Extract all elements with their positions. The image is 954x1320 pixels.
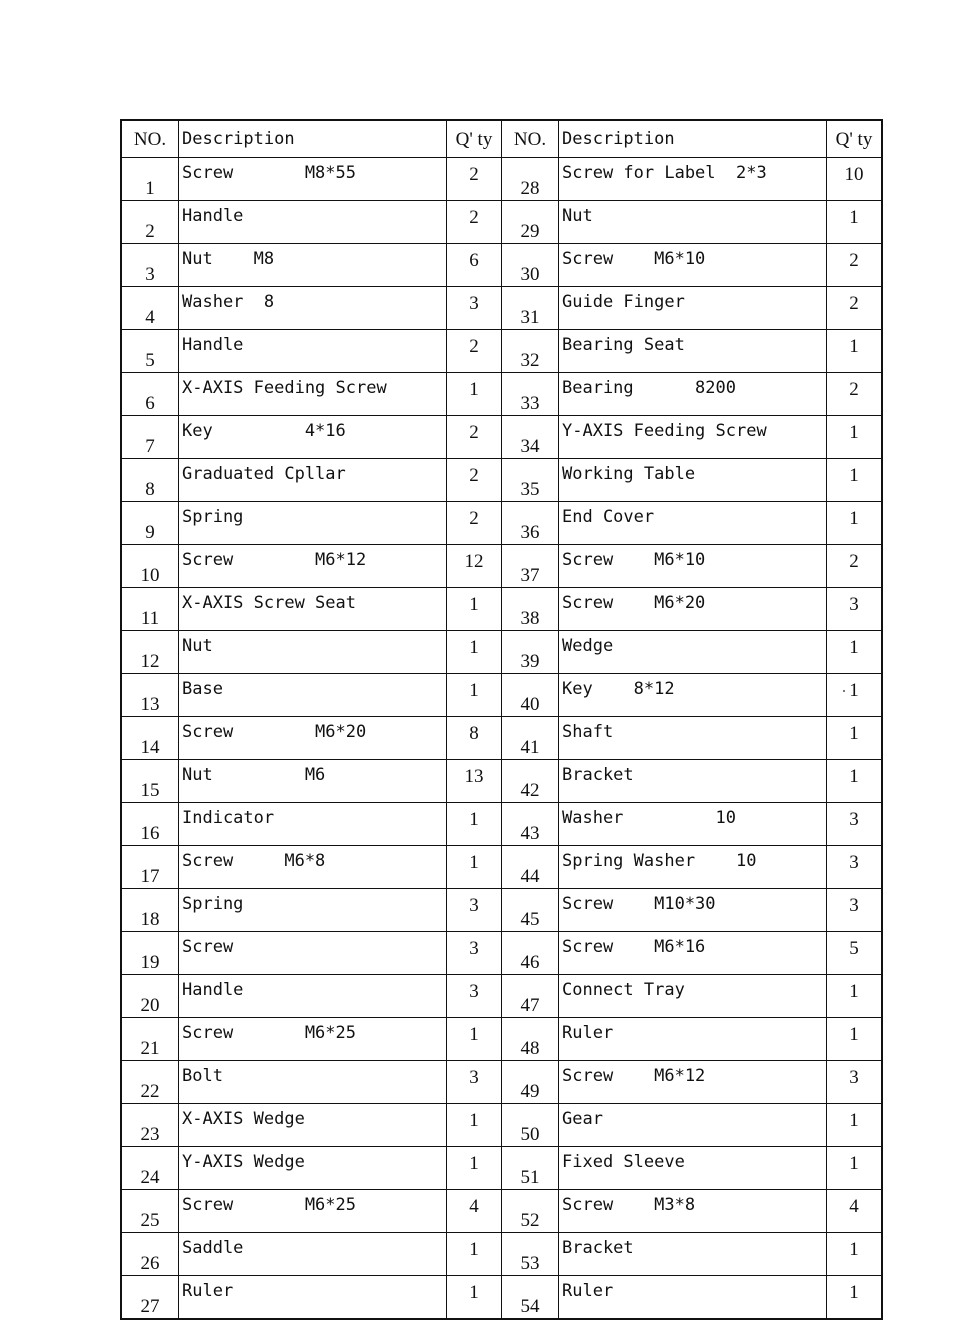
part-description-cell: Spring <box>179 502 447 545</box>
part-qty-cell: 1 <box>827 1018 883 1061</box>
part-description-cell: Screw <box>179 932 447 975</box>
part-qty-cell: 1 <box>827 717 883 760</box>
part-qty-cell: 1 <box>447 588 502 631</box>
part-qty-cell: 2 <box>827 287 883 330</box>
part-description-cell: Handle <box>179 201 447 244</box>
part-number-cell: 32 <box>502 330 559 373</box>
part-number-cell: 35 <box>502 459 559 502</box>
part-number-cell: 1 <box>121 158 179 201</box>
part-number-cell: 46 <box>502 932 559 975</box>
part-number-cell: 16 <box>121 803 179 846</box>
part-qty-cell: 3 <box>827 1061 883 1104</box>
part-qty-cell: 1 <box>827 1104 883 1147</box>
table-row <box>121 244 882 287</box>
part-qty-cell: 1 <box>447 846 502 889</box>
part-number-cell: 34 <box>502 416 559 459</box>
part-description-cell: Working Table <box>559 459 827 502</box>
part-qty-cell: 3 <box>447 1061 502 1104</box>
part-qty-cell: 2 <box>827 373 883 416</box>
part-number-cell: 47 <box>502 975 559 1018</box>
table-row <box>121 287 882 330</box>
part-qty-cell: 1 <box>447 1276 502 1320</box>
part-qty-cell: 2 <box>827 244 883 287</box>
part-number-cell: 26 <box>121 1233 179 1276</box>
part-qty-cell: 2 <box>827 545 883 588</box>
part-description-cell: Bracket <box>559 760 827 803</box>
part-description-cell: Screw M10*30 <box>559 889 827 932</box>
part-qty-cell: 10 <box>827 158 883 201</box>
part-description-cell: Screw M8*55 <box>179 158 447 201</box>
part-qty-cell: 1 <box>447 1233 502 1276</box>
part-qty-cell: 1 <box>827 631 883 674</box>
part-qty-cell: 1 <box>827 674 883 717</box>
part-qty-cell: 2 <box>447 502 502 545</box>
part-qty-cell: 1 <box>827 502 883 545</box>
part-qty-cell: 13 <box>447 760 502 803</box>
table-row <box>121 545 882 588</box>
part-description-cell: Key 4*16 <box>179 416 447 459</box>
part-description-cell: Gear <box>559 1104 827 1147</box>
table-row <box>121 201 882 244</box>
part-description-cell: Guide Finger <box>559 287 827 330</box>
part-number-cell: 27 <box>121 1276 179 1320</box>
part-qty-cell: 3 <box>827 803 883 846</box>
part-number-cell: 5 <box>121 330 179 373</box>
part-number-cell: 48 <box>502 1018 559 1061</box>
part-number-cell: 10 <box>121 545 179 588</box>
part-number-cell: 39 <box>502 631 559 674</box>
header-no-left: NO. <box>121 120 179 158</box>
part-number-cell: 38 <box>502 588 559 631</box>
part-qty-cell: 8 <box>447 717 502 760</box>
table-row <box>121 932 882 975</box>
part-description-cell: Screw M6*20 <box>559 588 827 631</box>
part-number-cell: 17 <box>121 846 179 889</box>
part-description-cell: Screw M6*16 <box>559 932 827 975</box>
part-number-cell: 14 <box>121 717 179 760</box>
part-description-cell: Washer 8 <box>179 287 447 330</box>
table-row <box>121 373 882 416</box>
table-row <box>121 717 882 760</box>
table-row <box>121 588 882 631</box>
part-number-cell: 25 <box>121 1190 179 1233</box>
part-number-cell: 51 <box>502 1147 559 1190</box>
part-number-cell: 52 <box>502 1190 559 1233</box>
part-number-cell: 28 <box>502 158 559 201</box>
part-description-cell: Spring Washer 10 <box>559 846 827 889</box>
part-description-cell: Washer 10 <box>559 803 827 846</box>
part-description-cell: Fixed Sleeve <box>559 1147 827 1190</box>
part-qty-cell: 4 <box>447 1190 502 1233</box>
part-number-cell: 13 <box>121 674 179 717</box>
part-description-cell: Bolt <box>179 1061 447 1104</box>
part-description-cell: X-AXIS Screw Seat <box>179 588 447 631</box>
part-description-cell: Screw M6*12 <box>179 545 447 588</box>
part-description-cell: Ruler <box>559 1018 827 1061</box>
part-qty-cell: 1 <box>447 631 502 674</box>
part-number-cell: 3 <box>121 244 179 287</box>
header-no-right: NO. <box>502 120 559 158</box>
part-qty-cell: 1 <box>447 1147 502 1190</box>
part-qty-cell: 6 <box>447 244 502 287</box>
part-number-cell: 37 <box>502 545 559 588</box>
part-qty-cell: 3 <box>827 889 883 932</box>
part-description-cell: Screw M6*12 <box>559 1061 827 1104</box>
part-qty-cell: 1 <box>447 674 502 717</box>
table-row <box>121 416 882 459</box>
part-description-cell: End Cover <box>559 502 827 545</box>
table-row <box>121 1147 882 1190</box>
table-row <box>121 1018 882 1061</box>
part-qty-cell: 2 <box>447 201 502 244</box>
table-row <box>121 459 882 502</box>
part-number-cell: 12 <box>121 631 179 674</box>
part-number-cell: 2 <box>121 201 179 244</box>
table-row <box>121 1104 882 1147</box>
part-number-cell: 23 <box>121 1104 179 1147</box>
part-number-cell: 50 <box>502 1104 559 1147</box>
header-qty-right: Q' ty <box>827 120 883 158</box>
part-number-cell: 6 <box>121 373 179 416</box>
header-description-right: Description <box>559 120 827 158</box>
part-number-cell: 24 <box>121 1147 179 1190</box>
table-header-row <box>121 120 882 158</box>
part-qty-cell: 3 <box>827 588 883 631</box>
part-qty-cell: 3 <box>447 889 502 932</box>
part-description-cell: Screw M3*8 <box>559 1190 827 1233</box>
part-number-cell: 40 <box>502 674 559 717</box>
part-qty-cell: 1 <box>827 201 883 244</box>
part-number-cell: 19 <box>121 932 179 975</box>
part-qty-cell: 4 <box>827 1190 883 1233</box>
part-qty-cell: 1 <box>827 1276 883 1320</box>
part-qty-cell: 1 <box>827 1233 883 1276</box>
part-qty-cell: 1 <box>827 760 883 803</box>
part-description-cell: Saddle <box>179 1233 447 1276</box>
part-description-cell: Screw M6*25 <box>179 1018 447 1061</box>
part-description-cell: Connect Tray <box>559 975 827 1018</box>
part-description-cell: X-AXIS Wedge <box>179 1104 447 1147</box>
part-qty-cell: 3 <box>447 932 502 975</box>
part-qty-cell: 5 <box>827 932 883 975</box>
part-description-cell: Handle <box>179 975 447 1018</box>
part-number-cell: 42 <box>502 760 559 803</box>
part-description-cell: Handle <box>179 330 447 373</box>
table-row <box>121 1276 882 1320</box>
part-description-cell: Screw M6*10 <box>559 244 827 287</box>
table-row <box>121 330 882 373</box>
part-description-cell: Bearing 8200 <box>559 373 827 416</box>
part-qty-cell: 12 <box>447 545 502 588</box>
table-row <box>121 803 882 846</box>
part-qty-cell: 3 <box>447 287 502 330</box>
part-number-cell: 11 <box>121 588 179 631</box>
table-row <box>121 1061 882 1104</box>
part-qty-cell: 3 <box>447 975 502 1018</box>
part-description-cell: Shaft <box>559 717 827 760</box>
part-number-cell: 43 <box>502 803 559 846</box>
part-description-cell: Y-AXIS Wedge <box>179 1147 447 1190</box>
part-description-cell: Screw M6*10 <box>559 545 827 588</box>
part-qty-cell: 1 <box>447 803 502 846</box>
part-qty-cell: 2 <box>447 158 502 201</box>
table-row <box>121 846 882 889</box>
part-number-cell: 49 <box>502 1061 559 1104</box>
table-row <box>121 760 882 803</box>
part-number-cell: 7 <box>121 416 179 459</box>
part-number-cell: 30 <box>502 244 559 287</box>
part-number-cell: 22 <box>121 1061 179 1104</box>
part-description-cell: Wedge <box>559 631 827 674</box>
part-description-cell: Nut <box>179 631 447 674</box>
part-number-cell: 21 <box>121 1018 179 1061</box>
part-number-cell: 33 <box>502 373 559 416</box>
part-qty-cell: 1 <box>447 1018 502 1061</box>
part-description-cell: Bracket <box>559 1233 827 1276</box>
part-qty-cell: 1 <box>447 373 502 416</box>
part-description-cell: Bearing Seat <box>559 330 827 373</box>
part-description-cell: Nut <box>559 201 827 244</box>
part-description-cell: Nut M6 <box>179 760 447 803</box>
part-qty-cell: 3 <box>827 846 883 889</box>
part-number-cell: 45 <box>502 889 559 932</box>
part-description-cell: Y-AXIS Feeding Screw <box>559 416 827 459</box>
part-qty-cell: 1 <box>447 1104 502 1147</box>
part-description-cell: Screw M6*20 <box>179 717 447 760</box>
part-description-cell: Screw M6*8 <box>179 846 447 889</box>
table-row <box>121 158 882 201</box>
part-description-cell: Screw M6*25 <box>179 1190 447 1233</box>
part-number-cell: 53 <box>502 1233 559 1276</box>
part-number-cell: 54 <box>502 1276 559 1320</box>
part-number-cell: 15 <box>121 760 179 803</box>
part-qty-cell: 1 <box>827 1147 883 1190</box>
parts-list-table <box>120 119 883 1320</box>
table-body <box>121 158 882 1320</box>
header-description-left: Description <box>179 120 447 158</box>
part-number-cell: 9 <box>121 502 179 545</box>
table-row <box>121 631 882 674</box>
table-row <box>121 1233 882 1276</box>
part-number-cell: 29 <box>502 201 559 244</box>
part-description-cell: Graduated Cpllar <box>179 459 447 502</box>
part-description-cell: Base <box>179 674 447 717</box>
table-row <box>121 975 882 1018</box>
part-number-cell: 36 <box>502 502 559 545</box>
scan-speck <box>843 690 845 692</box>
part-description-cell: Spring <box>179 889 447 932</box>
part-qty-cell: 1 <box>827 330 883 373</box>
part-qty-cell: 2 <box>447 416 502 459</box>
table-row <box>121 1190 882 1233</box>
part-qty-cell: 1 <box>827 975 883 1018</box>
table-row <box>121 502 882 545</box>
part-number-cell: 8 <box>121 459 179 502</box>
part-description-cell: Ruler <box>559 1276 827 1320</box>
part-qty-cell: 2 <box>447 459 502 502</box>
part-description-cell: Nut M8 <box>179 244 447 287</box>
part-number-cell: 41 <box>502 717 559 760</box>
table-row <box>121 674 882 717</box>
part-number-cell: 18 <box>121 889 179 932</box>
part-number-cell: 31 <box>502 287 559 330</box>
header-qty-left: Q' ty <box>447 120 502 158</box>
part-description-cell: X-AXIS Feeding Screw <box>179 373 447 416</box>
part-number-cell: 44 <box>502 846 559 889</box>
part-qty-cell: 1 <box>827 416 883 459</box>
part-qty-cell: 2 <box>447 330 502 373</box>
part-description-cell: Indicator <box>179 803 447 846</box>
part-description-cell: Key 8*12 <box>559 674 827 717</box>
part-description-cell: Ruler <box>179 1276 447 1320</box>
part-number-cell: 20 <box>121 975 179 1018</box>
part-description-cell: Screw for Label 2*3 <box>559 158 827 201</box>
part-number-cell: 4 <box>121 287 179 330</box>
table-row <box>121 889 882 932</box>
part-qty-cell: 1 <box>827 459 883 502</box>
